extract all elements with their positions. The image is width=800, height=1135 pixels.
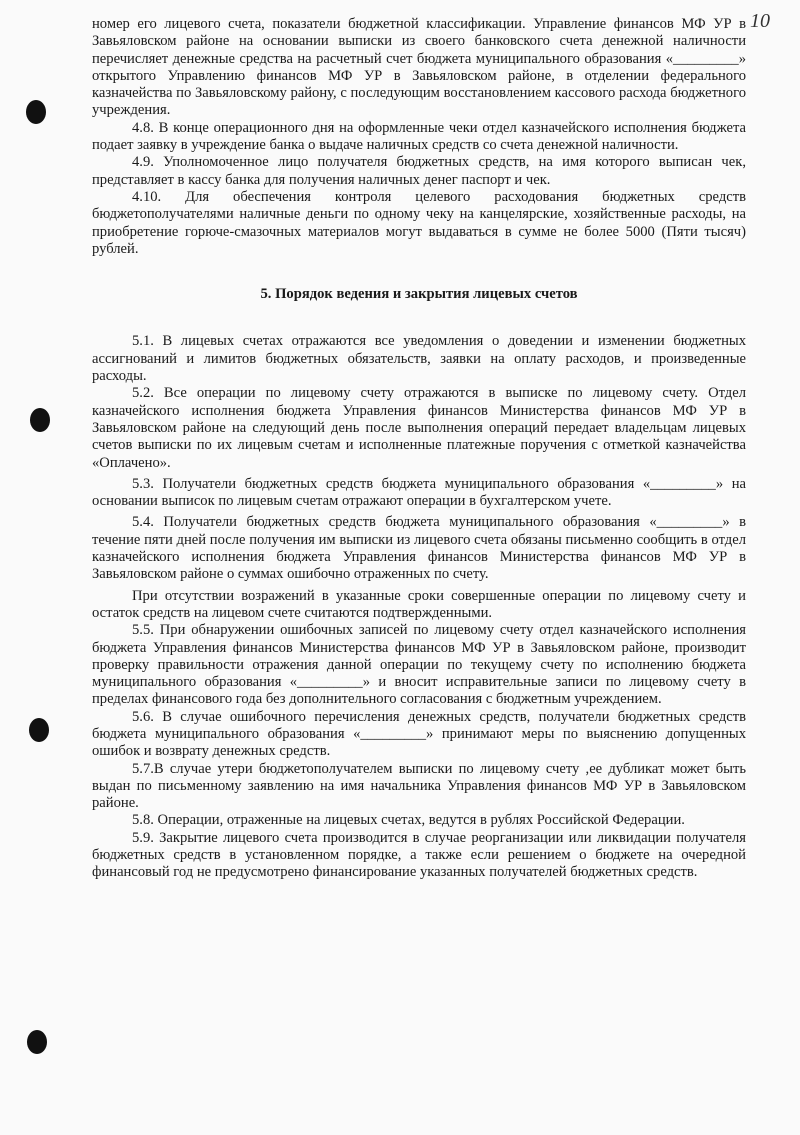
punch-hole-2 <box>30 408 50 432</box>
paragraph-4-7-continued: номер его лицевого счета, показатели бюджетной классификации. Управление финансов МФ УР в Завьяловском районе на основании выписки из своего банковского счета денежной наличности перечисляет денежные средства на расчетный счет бюджета муниципального образования «_________» открытого Управлению финансов МФ УР в Завьяловском районе, в отделении федерального казначейства по Завьяловскому району, с последующим восстановлением кассового расхода бюджетного учреждения. <box>92 16 746 119</box>
paragraph-5-9: 5.9. Закрытие лицевого счета производится в случае реорганизации или ликвидации получателя бюджетных средств в установленном порядке, а также если решением о бюджете на очередной финансовый год не предусмотрено финансирование указанных получателей бюджетных средств. <box>92 829 746 881</box>
paragraph-5-2: 5.2. Все операции по лицевому счету отражаются в выписке по лицевому счету. Отдел казначейского исполнения бюджета Управления финансов Министерства финансов МФ УР в Завьяловском районе на следующий день после выполнения операций передает владельцам лицевых счетов выписки по их лицевым счетам и исполненные платежные поручения с отметкой казначейства «Оплачено». <box>92 385 746 471</box>
page-number: 10 <box>750 10 770 32</box>
paragraph-5-5: 5.5. При обнаружении ошибочных записей по лицевому счету отдел казначейского исполнения бюджета Управления финансов Министерства финансов МФ УР в Завьяловском районе, производит проверку правильности отражения данной операции по текущему счету по исполнению бюджета муниципального образования «_________» и вносит исправительные записи по лицевому счету в пределах финансового года без дополнительного согласования с бюджетным учреждением. <box>92 622 746 708</box>
paragraph-4-9: 4.9. Уполномоченное лицо получателя бюджетных средств, на имя которого выписан чек, представляет в кассу банка для получения наличных денег паспорт и чек. <box>92 154 746 188</box>
paragraph-5-4: 5.4. Получатели бюджетных средств бюджета муниципального образования «_________» в течение пяти дней после получения им выписки из лицевого счета обязаны письменно сообщить в отдел казначейского исполнения бюджета Управления финансов Министерства финансов МФ УР в Завьяловском районе о суммах ошибочно отраженных по счету. <box>92 514 746 583</box>
paragraph-5-3: 5.3. Получатели бюджетных средств бюджета муниципального образования «_________» на основании выписок по лицевым счетам отражают операции в бухгалтерском учете. <box>92 475 746 510</box>
paragraph-5-7: 5.7.В случае утери бюджетополучателем выписки по лицевому счету ,ее дубликат может быть выдан по письменному заявлению на имя начальника Управления финансов МФ УР в Завьяловском районе. <box>92 760 746 812</box>
paragraph-5-4-note: При отсутствии возражений в указанные сроки совершенные операции по лицевому счету и остаток средств на лицевом счете считаются подтвержденными. <box>92 587 746 621</box>
section-5-heading: 5. Порядок ведения и закрытия лицевых счетов <box>260 286 578 303</box>
punch-hole-1 <box>26 100 46 124</box>
punch-hole-3 <box>29 718 49 742</box>
paragraph-4-8: 4.8. В конце операционного дня на оформленные чеки отдел казначейского исполнения бюджета подает заявку в учреждение банка о выдаче наличных средств со счета денежной наличности. <box>92 119 746 154</box>
paragraph-5-6: 5.6. В случае ошибочного перечисления денежных средств, получатели бюджетных средств бюджета муниципального образования «_________» принимают меры по выяснению допущенных ошибок и возврату денежных средств. <box>92 708 746 760</box>
punch-hole-4 <box>27 1030 47 1054</box>
paragraph-5-1: 5.1. В лицевых счетах отражаются все уведомления о доведении и изменении бюджетных ассигнований и лимитов бюджетных обязательств, заявки на оплату расходов, и произведенные расходы. <box>92 333 746 385</box>
paragraph-5-8: 5.8. Операции, отраженные на лицевых счетах, ведутся в рублях Российской Федерации. <box>132 812 685 829</box>
paragraph-4-10: 4.10. Для обеспечения контроля целевого расходования бюджетных средств бюджетополучателями наличные деньги по одному чеку на канцелярские, хозяйственные расходы, на приобретение горюче-смазочных материалов могут выдаваться в сумме не более 5000 (Пяти тысяч) рублей. <box>92 188 746 257</box>
document-body <box>92 16 746 882</box>
